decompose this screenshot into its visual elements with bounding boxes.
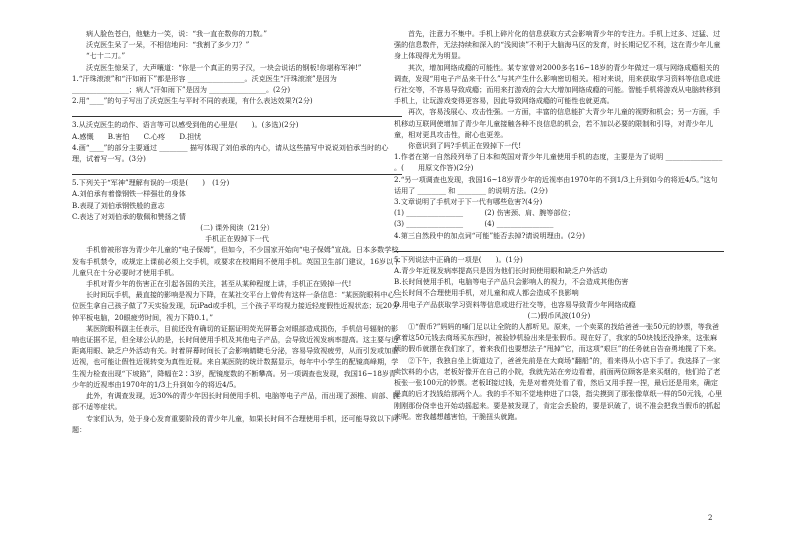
- paragraph: A.青少年近视发病率提高只是因为他们长时间使用眼和缺乏户外活动: [394, 266, 608, 276]
- answer-line: [394, 242, 724, 252]
- paragraph: 3.从沃克医生的动作、语言等可以感受到他的心里是( )。(多选)(2分): [72, 120, 299, 130]
- paragraph: 沃克医生惊呆了，大声嚷道：“你是一个真正的男子汉，一块会说话的钢板!你堪称军神!”: [86, 62, 362, 72]
- paragraph: 再次，容易浅展心、攻击性强。一方面，丰富的信息能扩大青少年儿童的视野和机会；另一方面，手机移动互联网使增加了青少年儿童接触各种不良信息的机会，若不加以必要的限制和引导，对青少年儿童，相对更具攻击性，耐心也更差。: [394, 107, 721, 139]
- paragraph: 1.“汗珠滚滚”和“汗如雨下”都是形容 ________________。沃克医生“汗珠滚滚”是因为 ________________；病人“汗如雨下”是因为 ________________。(2分): [72, 73, 337, 95]
- left-column: [72, 28, 402, 435]
- paragraph: 某医院眼科副主任表示，目前还没有确切的证据证明荧光屏幕会对眼部造成损伤，手机信号辐射的影响也证据不足，但全球公认的是，长时间使用手机及其他电子产品，会导致近视发病率提高。这主要与近距离用眼、缺乏户外活动有关。时着屏幕时间长了会影响睛睫毛分泌，容易导致视疲劳，从而引发或加重近视，也可能让假性近视转变为真性近视。来自某医院的统计数据显示，每年中小学生的配镜高峰期，学生视力检查出现“下坡路”，降幅在2∶3岁，配镜度数的不断攀高。另一项调查也发现，我国16~18岁青少年的近视率由1970年的1/3上升到如今的将近4/5。: [72, 323, 399, 389]
- section-heading: (二) 课外阅读（21分）: [200, 223, 274, 233]
- paragraph: (3) ________________ (4) ________________: [394, 219, 554, 229]
- paragraph: A.感慨 B.害怕 C.心疼 D.担忧: [72, 131, 202, 141]
- paragraph: 手机曾被形容为青少年儿童的“电子保姆”，但如今，不少国家开始向“电子保姆”宣战。日本多数学校发布手机禁令，或规定上课前必须上交手机，或要求在校期间不使用手机。英国卫生部门建议，16岁以下儿童只在十分必要时才使用手机。: [72, 245, 401, 277]
- paragraph: 专家们认为，处于身心发育重要阶段的青少年儿童，如果长时间不合理使用手机，还可能导致以下问题：: [72, 413, 399, 434]
- paragraph: 病人脸色苍白，他魅力一笑，说：“我一直在数你的刀数。”: [86, 29, 268, 38]
- paragraph: 2.“另一项调查也发现，我国16~18岁青少年的近视率由1970年的不到1/3上升到如今的将近4/5。”这句话用了 ________ 和 ________ 的说明方法。(2分): [394, 174, 718, 195]
- paragraph: 2.用“____”的句子写出了沃克医生与平时不同的表现，有什么表达效果?(2分): [72, 96, 313, 106]
- paragraph: 4.第三自然段中的加点词“可能”能否去掉?请说明理由。(2分): [394, 230, 586, 240]
- paragraph: 此外，有调查发现，近30%的青少年因长时间使用手机、电脑等电子产品，而出现了颈椎、肩部、腕部不适等症状。: [72, 391, 400, 412]
- paragraph: “七十二刀。”: [86, 51, 126, 61]
- right-column: [394, 28, 724, 422]
- section-heading: (二)假币风波(10分): [527, 310, 591, 320]
- paragraph: D.用电子产品获取学习资料等信息或进行社交等，也容易导致青少年网络成瘾: [394, 299, 636, 309]
- section-heading: 手机正在毁掉下一代: [205, 234, 269, 244]
- paragraph: 5.下列关于“军神”理解有误的一项是( ) (1分): [72, 178, 230, 188]
- paragraph: 1.作者在第一自然段列举了日本和英国对青少年儿童使用手机的态度，主要是为了说明 ________________ 。( 用原文作答)(2分): [394, 152, 723, 173]
- paragraph: 3.文章说明了手机对于下一代有哪些危害?(4分): [394, 197, 543, 207]
- paragraph: B.长时间使用手机，电脑等电子产品只会影响人的视力，不会造成其他伤害: [394, 277, 629, 287]
- paragraph: C.长时间不合理使用手机，对儿童和成人都会造成不良影响: [394, 288, 579, 298]
- page-number: 2: [708, 514, 713, 522]
- paragraph: 其次，增加网络成瘾的可能性。某专家曾对2000多名16~18岁的青少年做过一项与网络成瘾相关的调查，发现“用电子产品来干什么”与其产生什么影响密切相关。相对来说，用来获取学习资料等信息或进行社交等，不容易导致成瘾；而用来打游戏的会大大增加网络成瘾的可能。智能手机将游戏从电脑转移到手机上，让玩游戏变得更容易，因此导致网络成瘾的可能性也就更高。: [394, 62, 721, 106]
- paragraph: 首先，注意力不集中。手机上碎片化的信息获取方式会影响青少年的专注力。手机上过多、过猛、过强的信息数件，无法持续和深入的“浅阅读”不利于大脑海马区的发育，时长期记忆不利，这在青少年儿童身上体现得尤为明显。: [394, 29, 721, 61]
- answer-line: [72, 165, 402, 175]
- paragraph: 手机对青少年的伤害正在引起各国的关注，甚至从某种程度上讲，手机正在毁掉一代!: [86, 279, 352, 289]
- paragraph: A.刘伯承有着像钢铁一样强壮的身体: [72, 189, 186, 199]
- paragraph: 你意识到了吗?手机正在毁掉下一代!: [408, 141, 522, 151]
- paragraph: 4.画“____”的部分主要通过 ________ 描写体现了刘伯承的内心，请从这些描写中说说刘伯承当时的心理，试着写一写。(3分): [72, 142, 389, 164]
- answer-line: [72, 107, 402, 117]
- paragraph: ②下午，我独自坐上街道边了，爸爸先前是在大商场“翻船”的，看来得从小店下手了。我选择了一家卖饮料的小店，老板好像开在自己的小院，我就先站在旁边看着，前面两位顾客是来买烟的，他们给了老板张一张100元的钞票。老板If接过钱，先是对着亮处看了看，然后又用手捏一捏，最后还是用来，确定是真的后才找钱给那两个人。我的手不知不觉地伸进了口袋，指尖摸到了那张像草纸一样的50元钱，心里刚刚那份侥幸也开始动摇起来。要是被发现了，肯定会丢脸的，要是识破了，说不准会把我当假币的抓起来呢。密我越想越害怕，干脆扭头就跑。: [394, 355, 723, 421]
- paragraph: 长时间玩手机，最直接的影响是视力下降，在某社交平台上曾传有这样一条信息：“某医院眼科中心三位医生拿自己孩子做了7天实验发现，玩iPad或手机，三个孩子平均视力接近轻度假性近视状态；玩20分钟平板电脑，20眼疲劳时间，视力下降0.1。”: [72, 290, 402, 322]
- paragraph: C.表达了对刘伯承的敬佩和赞扬之情: [72, 211, 186, 221]
- paragraph: (1) ________________ (2) 伤害颈、肩、腕等部位；: [394, 208, 575, 218]
- paragraph: ①“假币?”妈妈的嗓门足以让全院的人都听见。原来，一个卖菜的找给爸爸一张50元的钞票，等我爸拿着这50元钱去商场买东西时，被验钞机验出来是张假币。现在好了，我家的50块钱还没挣来，这张麻烦的假币就摆在我们家了，着来我们也要想法子“甩掉”它，而这项“艰巨”的任务就自告奋勇地揽了下来。: [394, 322, 721, 354]
- paragraph: B.表现了刘伯承钢铁般的意志: [72, 200, 165, 210]
- paragraph: 沃克医生呆了一呆，不相信地问：“我割了多少刀？”: [86, 40, 250, 50]
- paragraph: 5.下列说法中正确的一项是( )。(1分): [394, 254, 523, 264]
